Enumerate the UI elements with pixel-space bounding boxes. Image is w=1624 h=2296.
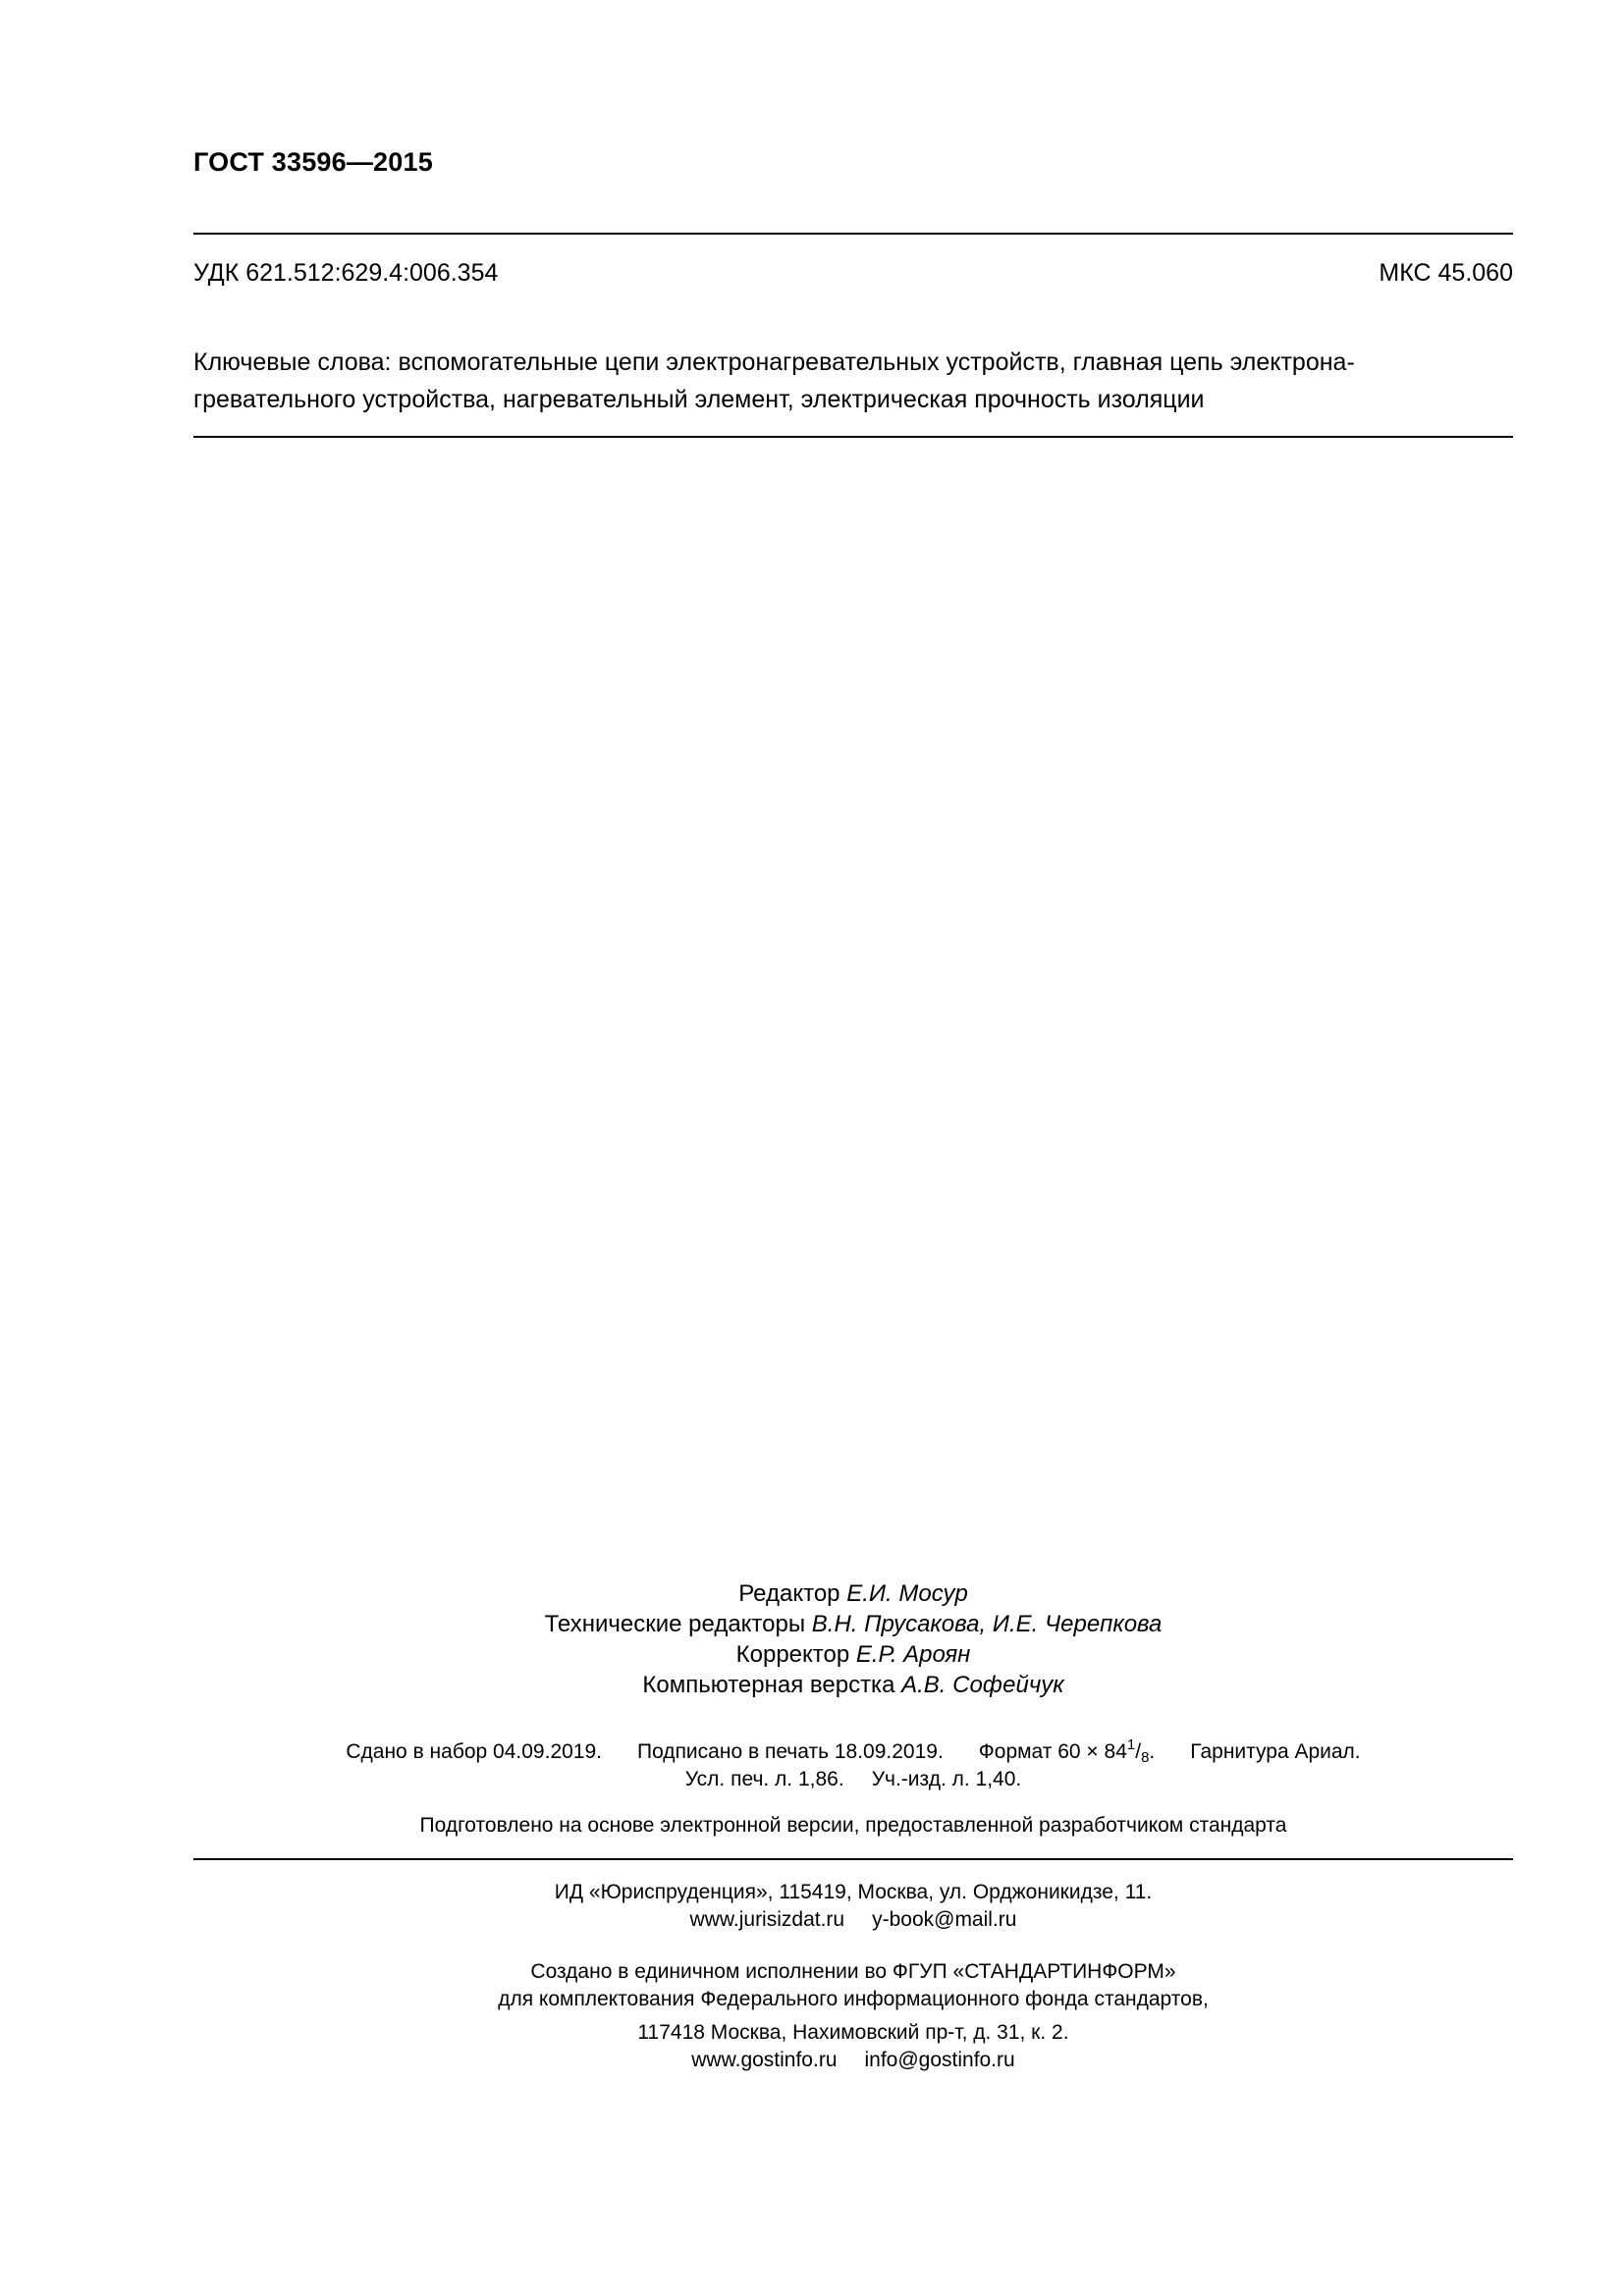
printer-website[interactable]: www.gostinfo.ru [691,2049,838,2071]
layout-name: А.В. Софейчук [901,1672,1064,1698]
printer-block [193,1958,1513,2074]
layout-label: Компьютерная верстка [642,1672,895,1698]
printer-email[interactable]: info@gostinfo.ru [864,2049,1015,2071]
prepared-note: Подготовлено на основе электронной версии, предоставленной разработчиком стандарта [419,1814,1287,1837]
tech-editors-label: Технические редакторы [544,1611,806,1637]
udc-code: УДК 621.512:629.4:006.354 [193,259,499,287]
mks-code: МКС 45.060 [1379,259,1513,287]
typeface: Гарнитура Ариал. [1190,1740,1361,1763]
signed-date: Подписано в печать 18.09.2019. [637,1740,944,1763]
keywords-line-1: Ключевые слова: вспомогательные цепи электронагревательных устройств, главная цепь электрона- [193,348,1355,376]
keywords-block [193,344,1513,418]
publisher-email[interactable]: y-book@mail.ru [872,1908,1017,1931]
printer-line-2: для комплектования Федерального информационного фонда стандартов, [498,1988,1209,2010]
editor-name: Е.И. Мосур [846,1580,968,1607]
pub-sheets: Уч.-изд. л. 1,40. [871,1768,1022,1790]
submitted-date: Сдано в набор 04.09.2019. [346,1740,602,1763]
publisher-address: ИД «Юриспруденция», 115419, Москва, ул. Орджоникидзе, 11. [554,1881,1153,1903]
proofreader-name: Е.Р. Ароян [855,1641,971,1668]
publisher-website[interactable]: www.jurisizdat.ru [689,1908,845,1931]
imprint-row-1 [193,1738,1513,1766]
printer-address: 117418 Москва, Нахимовский пр-т, д. 31, к. 2. [637,2021,1069,2044]
editor-label: Редактор [738,1580,840,1607]
printer-line-1: Создано в единичном исполнении во ФГУП «СТАНДАРТИНФОРМ» [530,1960,1176,1983]
proofreader-row [193,1639,1513,1670]
keywords-line-2: гревательного устройства, нагревательный элемент, электрическая прочность изоляции [193,386,1205,413]
tech-editors-names: В.Н. Прусакова, И.Е. Черепкова [811,1611,1163,1637]
proofreader-label: Корректор [735,1641,850,1668]
publisher-contacts [193,1906,1513,1934]
layout-row [193,1670,1513,1700]
tech-editors-row [193,1609,1513,1639]
publisher-block [193,1879,1513,1934]
keywords-divider [193,436,1513,438]
editor-row [193,1578,1513,1609]
format: Формат $60 \times 84^1/_8$. [978,1736,1156,1766]
credits-block [193,1578,1513,1700]
imprint-block [193,1738,1513,1793]
publisher-divider [193,1858,1513,1860]
printer-contacts [193,2047,1513,2074]
print-sheets: Усл. печ. л. 1,86. [684,1768,844,1790]
top-divider [193,233,1513,235]
imprint-row-2 [193,1766,1513,1793]
document-code: ГОСТ 33596—2015 [193,147,433,177]
